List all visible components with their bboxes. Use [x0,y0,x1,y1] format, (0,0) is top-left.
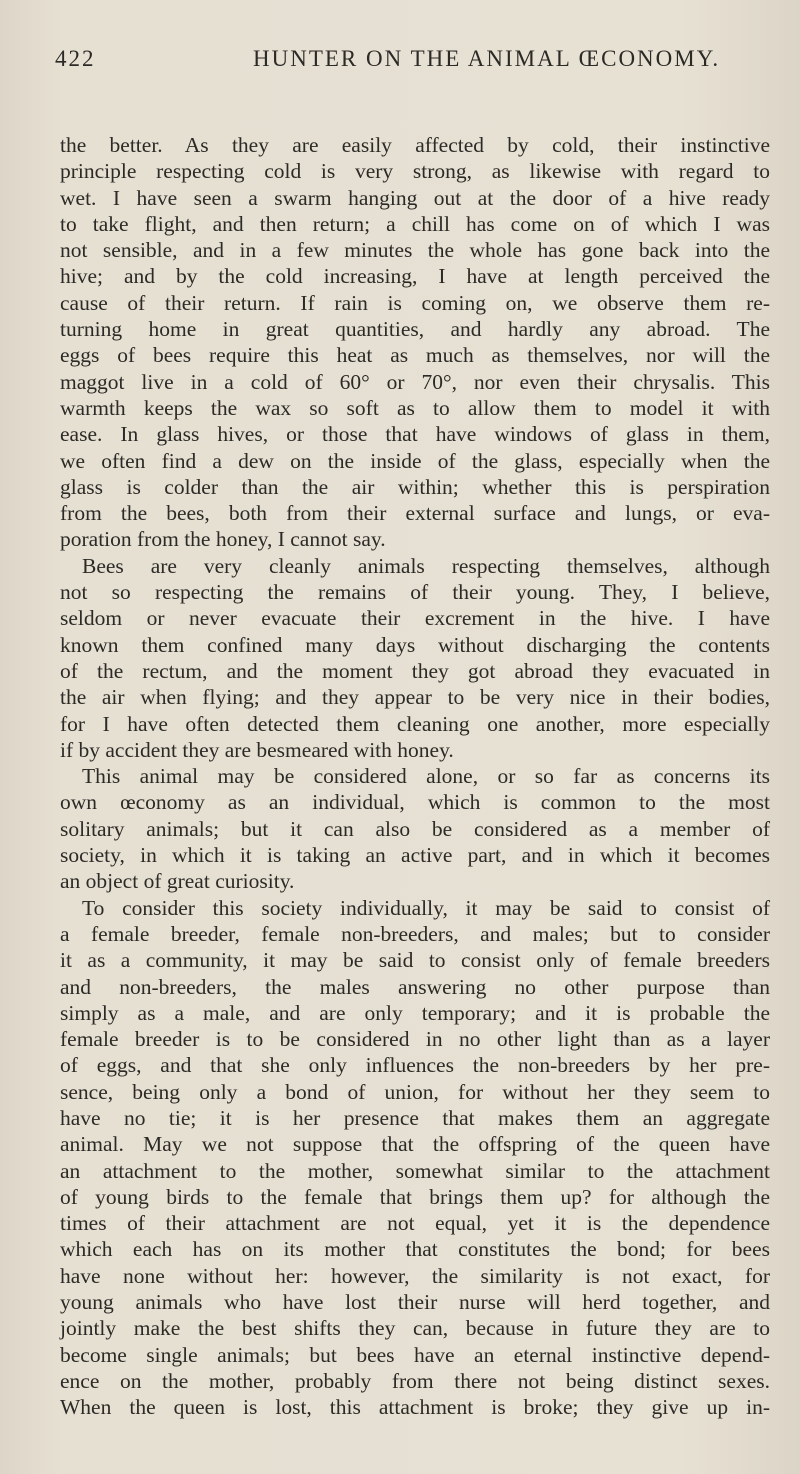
text-line: sence, being only a bond of union, for without her they seem to [60,1079,770,1104]
text-line: and non-breeders, the males answering no other purpose than [60,974,770,999]
text-line: it as a community, it may be said to consist only of female breeders [60,948,770,973]
paragraph-start-line: To consider this society individually, it may be said to consist of [82,895,770,920]
text-line: if by accident they are besmeared with honey. [60,737,454,762]
text-line: society, in which it is taking an active part, and in which it becomes [60,843,770,868]
text-line: cause of their return. If rain is coming on, we observe them re- [60,290,770,315]
text-line: simply as a male, and are only temporary; and it is probable the [60,1000,770,1025]
text-line: for I have often detected them cleaning one another, more especially [60,711,770,736]
text-line: eggs of bees require this heat as much as themselves, nor will the [60,343,770,368]
text-line: an object of great curiosity. [60,869,295,894]
text-line: seldom or never evacuate their excrement in the hive. I have [60,606,770,631]
text-line: have no tie; it is her presence that makes them an aggregate [60,1105,770,1130]
text-line: to take flight, and then return; a chill has come on of which I was [60,211,770,236]
running-title: HUNTER ON THE ANIMAL ŒCONOMY. [253,46,721,71]
running-head [55,46,765,78]
text-line: have none without her: however, the similarity is not exact, for [60,1263,770,1288]
text-line: When the queen is lost, this attachment is broke; they give up in- [60,1395,770,1420]
text-line: of young birds to the female that brings them up? for although the [60,1184,770,1209]
text-line: jointly make the best shifts they can, because in future they are to [60,1316,770,1341]
text-line: animal. May we not suppose that the offspring of the queen have [60,1132,770,1157]
paragraph-start-line: Bees are very cleanly animals respecting themselves, although [82,553,770,578]
text-line: the air when flying; and they appear to be very nice in their bodies, [60,685,770,710]
paragraph-start-line: This animal may be considered alone, or so far as concerns its [82,764,770,789]
page-number: 422 [55,46,96,71]
text-line: turning home in great quantities, and hardly any abroad. The [60,317,770,342]
text-line: ease. In glass hives, or those that have windows of glass in them, [60,422,770,447]
text-line: female breeder is to be considered in no other light than as a layer [60,1027,770,1052]
text-line: an attachment to the mother, somewhat similar to the attachment [60,1158,770,1183]
text-line: solitary animals; but it can also be considered as a member of [60,816,770,841]
text-line: times of their attachment are not equal, yet it is the dependence [60,1211,770,1236]
text-line: own œconomy as an individual, which is common to the most [60,790,770,815]
text-line: a female breeder, female non-breeders, and males; but to consider [60,921,770,946]
text-line: ence on the mother, probably from there not being distinct sexes. [60,1368,770,1393]
text-line: of eggs, and that she only influences the non-breeders by her pre- [60,1053,770,1078]
text-line: which each has on its mother that constitutes the bond; for bees [60,1237,770,1262]
text-line: principle respecting cold is very strong, as likewise with regard to [60,159,770,184]
text-line: warmth keeps the wax so soft as to allow them to model it with [60,395,770,420]
text-line: from the bees, both from their external surface and lungs, or eva- [60,501,770,526]
text-line: of the rectum, and the moment they got abroad they evacuated in [60,658,770,683]
text-line: poration from the honey, I cannot say. [60,527,386,552]
text-line: glass is colder than the air within; whether this is perspiration [60,474,770,499]
text-line: not sensible, and in a few minutes the whole has gone back into the [60,238,770,263]
text-line: known them confined many days without discharging the contents [60,632,770,657]
text-line: young animals who have lost their nurse will herd together, and [60,1290,770,1315]
text-line: maggot live in a cold of 60° or 70°, nor even their chrysalis. This [60,369,770,394]
text-line: not so respecting the remains of their young. They, I believe, [60,580,770,605]
text-line: wet. I have seen a swarm hanging out at the door of a hive ready [60,185,770,210]
text-line: become single animals; but bees have an eternal instinctive depend- [60,1342,770,1367]
body-text [60,132,770,1421]
text-line: we often find a dew on the inside of the glass, especially when the [60,448,770,473]
text-line: hive; and by the cold increasing, I have at length perceived the [60,264,770,289]
text-line: the better. As they are easily affected by cold, their instinctive [60,133,770,157]
